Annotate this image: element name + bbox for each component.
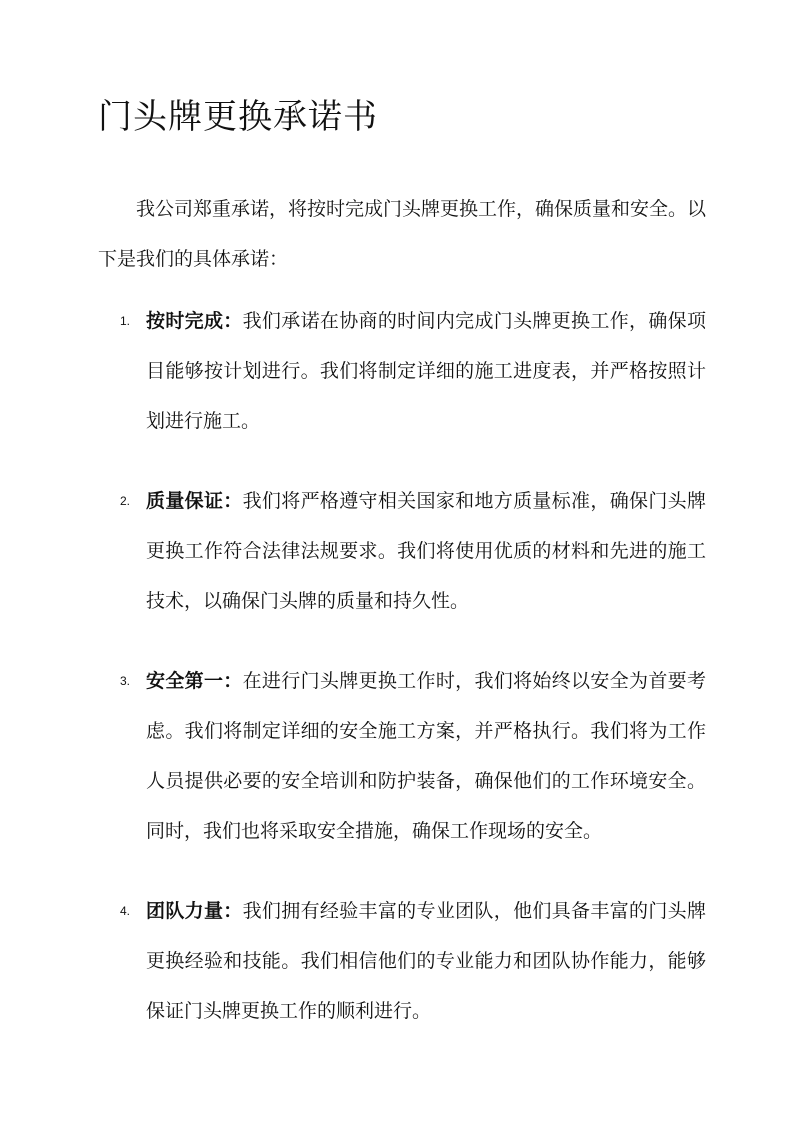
item-heading: 安全第一： — [146, 670, 243, 692]
item-heading: 团队力量： — [146, 900, 243, 922]
item-number: 1. — [120, 314, 131, 328]
commitment-item-3 — [98, 656, 706, 856]
item-number: 4. — [120, 904, 131, 918]
commitment-item-1 — [98, 296, 706, 446]
item-number: 2. — [120, 494, 131, 508]
item-heading: 质量保证： — [146, 490, 243, 512]
commitment-item-2 — [98, 476, 706, 626]
item-number: 3. — [120, 674, 131, 688]
document-title: 门头牌更换承诺书 — [98, 97, 378, 137]
commitment-item-4 — [98, 886, 706, 1036]
item-text: 我们将严格遵守相关国家和地方质量标准，确保门头牌更换工作符合法律法规要求。我们将使用优质的材料和先进的施工技术，以确保门头牌的质量和持久性。 — [146, 490, 706, 612]
item-text: 我们承诺在协商的时间内完成门头牌更换工作，确保项目能够按计划进行。我们将制定详细的施工进度表，并严格按照计划进行施工。 — [146, 310, 706, 432]
commitment-list — [98, 296, 706, 1066]
item-text: 我们拥有经验丰富的专业团队，他们具备丰富的门头牌更换经验和技能。我们相信他们的专业能力和团队协作能力，能够保证门头牌更换工作的顺利进行。 — [146, 900, 706, 1022]
item-text: 在进行门头牌更换工作时，我们将始终以安全为首要考虑。我们将制定详细的安全施工方案，并严格执行。我们将为工作人员提供必要的安全培训和防护装备，确保他们的工作环境安全。同时，我们也将采取安全措施，确保工作现场的安全。 — [146, 670, 706, 842]
intro-paragraph: 我公司郑重承诺，将按时完成门头牌更换工作，确保质量和安全。以下是我们的具体承诺： — [98, 198, 707, 270]
item-heading: 按时完成： — [146, 310, 243, 332]
